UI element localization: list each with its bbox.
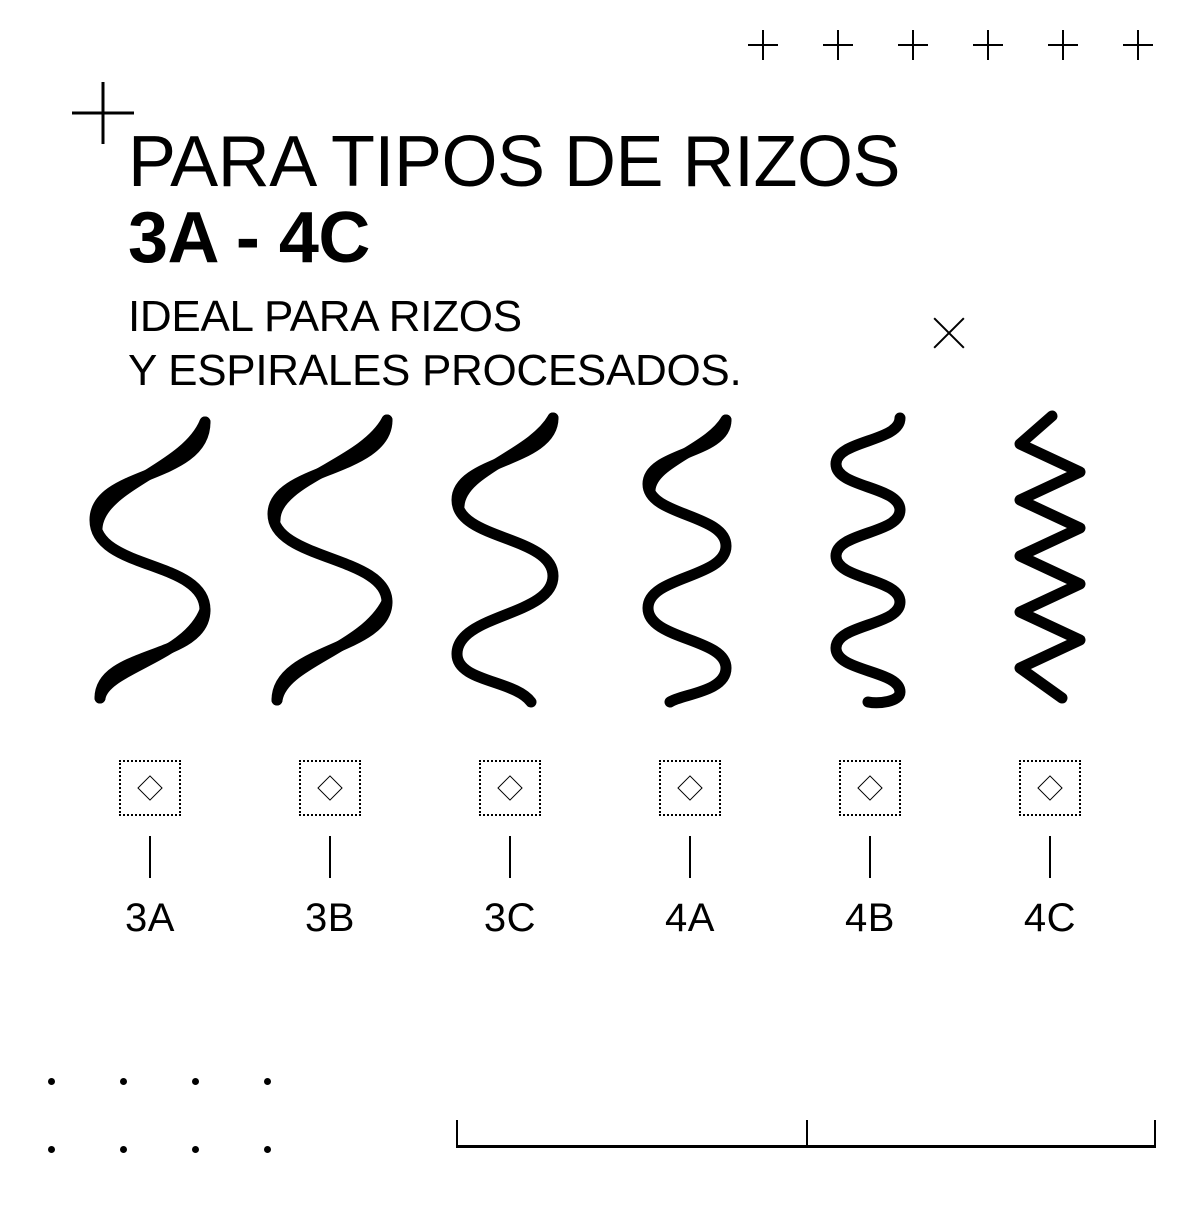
curl-label: 4B: [845, 896, 895, 940]
scale-tick: [1154, 1120, 1156, 1148]
diamond-icon: [677, 775, 702, 800]
dotted-box: [119, 760, 181, 816]
tick-line: [1049, 836, 1051, 878]
curl-marker-3b: [240, 760, 420, 938]
tick-line: [689, 836, 691, 878]
plus-decoration-row: [748, 30, 1153, 60]
curl-illustration-4a: [600, 410, 780, 720]
curl-marker-3c: [420, 760, 600, 938]
curl-marker-4c: [960, 760, 1140, 938]
curl-illustration-3b: [240, 410, 420, 720]
dot-icon: [192, 1078, 199, 1085]
curl-label: 4A: [665, 896, 715, 940]
diamond-icon: [317, 775, 342, 800]
tick-line: [149, 836, 151, 878]
diamond-icon: [857, 775, 882, 800]
diamond-icon: [1037, 775, 1062, 800]
dot-icon: [120, 1078, 127, 1085]
x-icon: [928, 312, 970, 354]
plus-icon: [898, 30, 928, 60]
subtitle-line-2: Y ESPIRALES PROCESADOS.: [128, 345, 742, 395]
dot-icon: [192, 1146, 199, 1153]
scale-tick: [806, 1120, 808, 1148]
subtitle: [128, 290, 1028, 397]
dot-icon: [120, 1146, 127, 1153]
diamond-icon: [137, 775, 162, 800]
plus-icon: [1123, 30, 1153, 60]
curl-illustration-4c: [960, 410, 1140, 720]
plus-icon-large: [72, 82, 134, 144]
dot-icon: [264, 1078, 271, 1085]
page-title: PARA TIPOS DE RIZOS: [128, 122, 901, 202]
dotted-box: [659, 760, 721, 816]
dotted-box: [299, 760, 361, 816]
dot-grid-decoration: [48, 1078, 336, 1214]
curl-marker-3a: [60, 760, 240, 938]
plus-icon: [1048, 30, 1078, 60]
dot-icon: [48, 1078, 55, 1085]
subtitle-line-1: IDEAL PARA RIZOS: [128, 291, 522, 341]
tick-line: [509, 836, 511, 878]
plus-icon: [823, 30, 853, 60]
dotted-box: [1019, 760, 1081, 816]
curl-illustration-4b: [780, 410, 960, 720]
curl-label: 4C: [1023, 896, 1077, 940]
dot-icon: [48, 1146, 55, 1153]
tick-line: [869, 836, 871, 878]
curl-label: 3A: [125, 896, 175, 940]
dot-icon: [264, 1146, 271, 1153]
plus-icon: [748, 30, 778, 60]
headline-block: [128, 122, 1028, 397]
curl-label-row: [60, 760, 1140, 938]
curl-range-title: 3A - 4C: [128, 198, 370, 279]
curl-marker-4a: [600, 760, 780, 938]
tick-line: [329, 836, 331, 878]
curl-marker-4b: [780, 760, 960, 938]
scale-line: [456, 1145, 1156, 1148]
scale-bar: [456, 1108, 1156, 1148]
dotted-box: [839, 760, 901, 816]
curl-illustration-3a: [60, 410, 240, 720]
curl-label: 3B: [305, 896, 355, 940]
dotted-box: [479, 760, 541, 816]
curl-label: 3C: [483, 896, 537, 940]
diamond-icon: [497, 775, 522, 800]
curl-illustration-row: [60, 410, 1140, 720]
plus-icon: [973, 30, 1003, 60]
curl-illustration-3c: [420, 410, 600, 720]
scale-tick: [456, 1120, 458, 1148]
